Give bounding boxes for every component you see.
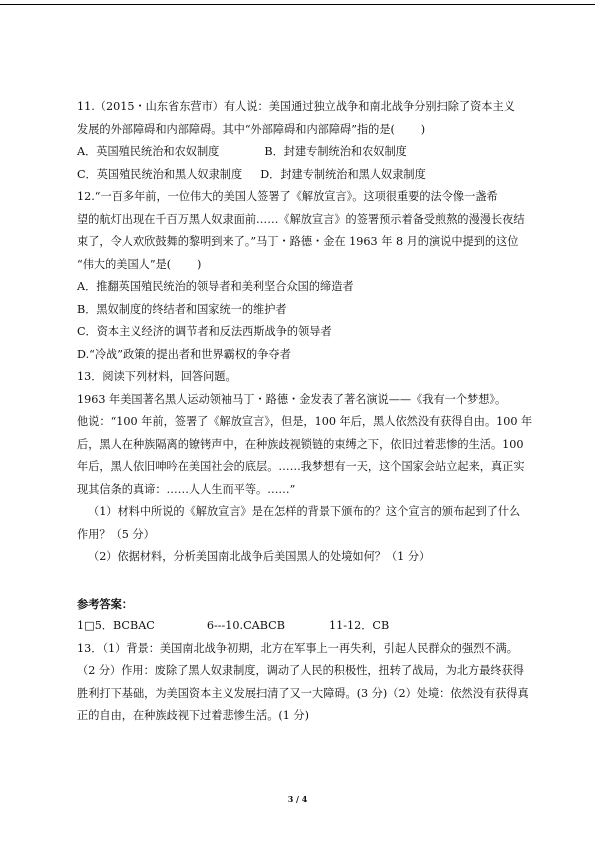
q13-sub1-line2: 作用？（5 分） <box>77 527 155 541</box>
q13-material-line5: 现其信条的真谛：……人人生而平等。……” <box>77 482 296 496</box>
q12-option-a: A．推翻英国殖民统治的领导者和美利坚合众国的缔造者 <box>77 280 354 293</box>
q13-sub2: （2）依据材料，分析美国南北战争后美国黑人的处境如何？（1 分） <box>88 550 431 563</box>
q13-material-line2: 他说：“100 年前，签署了《解放宣言》，但是，100 年后，黑人依然没有获得自由。100 年 <box>77 415 533 428</box>
q11-option-d: D．封建专制统治和黑人奴隶制度 <box>260 167 426 181</box>
answers-title: 参考答案： <box>77 596 133 611</box>
q11-options-cd <box>77 164 517 187</box>
answer-13-line3: 胜利打下基础，为美国资本主义发展扫清了又一大障碍。(3 分)（2）处境：依然没有获得真 <box>77 686 529 700</box>
answer-key-1-5: 1□5．BCBAC <box>77 619 155 632</box>
q12-line3: 束了，令人欢欣鼓舞的黎明到来了。”马丁・路德・金在 1963 年 8 月的演说中提到的这位 <box>77 235 519 248</box>
answer-13-line4: 正的自由，在种族歧视下过着悲惨生活。(1 分) <box>77 709 309 722</box>
page-content <box>77 96 533 728</box>
q13-material-line4: 年后，黑人依旧呻吟在美国社会的底层。……我梦想有一天，这个国家会站立起来，真正实 <box>77 460 525 473</box>
answer-13-line2: （2 分）作用：废除了黑人奴隶制度，调动了人民的积极性，扭转了战局，为北方最终获得 <box>77 664 524 677</box>
page-number: 3 / 4 <box>287 794 308 804</box>
q11-option-a: A．英国殖民统治和农奴制度 <box>77 145 220 158</box>
q12-option-d: D.“冷战”政策的提出者和世界霸权的争夺者 <box>77 347 291 361</box>
q11-option-c: C．英国殖民统治和黑人奴隶制度 <box>77 167 243 181</box>
q13-material-line3: 后，黑人在种族隔离的镣铐声中，在种族歧视锁链的束缚之下，依旧过着悲惨的生活。100 <box>77 437 524 451</box>
header-rule <box>0 4 595 5</box>
answer-key-11-12: 11-12．CB <box>328 619 390 632</box>
q11-stem-line2: 发展的外部障碍和内部障碍。其中“外部障碍和内部障碍”指的是( ) <box>77 122 426 136</box>
answer-keys <box>77 615 517 638</box>
answer-key-6-10: 6---10.CABCB <box>206 619 285 632</box>
q11-options-ab <box>77 141 517 164</box>
q12-line1: 12.“一百多年前，一位伟大的美国人签署了《解放宣言》。这项很重要的法令像一盏希 <box>77 190 498 203</box>
q13-sub1-line1: （1）材料中所说的《解放宣言》是在怎样的背景下颁布的？这个宣言的颁布起到了什么 <box>88 505 521 518</box>
q11-option-b: B．封建专制统治和农奴制度 <box>264 145 407 158</box>
q12-line2: 望的航灯出现在千百万黑人奴隶面前……《解放宣言》的签署预示着备受煎熬的漫漫长夜结 <box>77 212 525 226</box>
q12-option-b: B．黑奴制度的终结者和国家统一的维护者 <box>77 302 287 316</box>
q13-intro: 13．阅读下列材料，回答问题。 <box>77 370 237 383</box>
q11-stem-line1: 11.（2015・山东省东营市）有人说：美国通过独立战争和南北战争分别扫除了资本主义 <box>77 100 515 113</box>
q12-option-c: C．资本主义经济的调节者和反法西斯战争的领导者 <box>77 325 332 338</box>
answer-13-line1: 13．（1）背景：美国南北战争初期，北方在军事上一再失利，引起人民群众的强烈不满。 <box>77 641 518 655</box>
q13-material-line1: 1963 年美国著名黑人运动领袖马丁・路德・金发表了著名演说——《我有一个梦想》。 <box>77 392 507 406</box>
q12-line4: “伟大的美国人”是( ) <box>77 257 202 271</box>
